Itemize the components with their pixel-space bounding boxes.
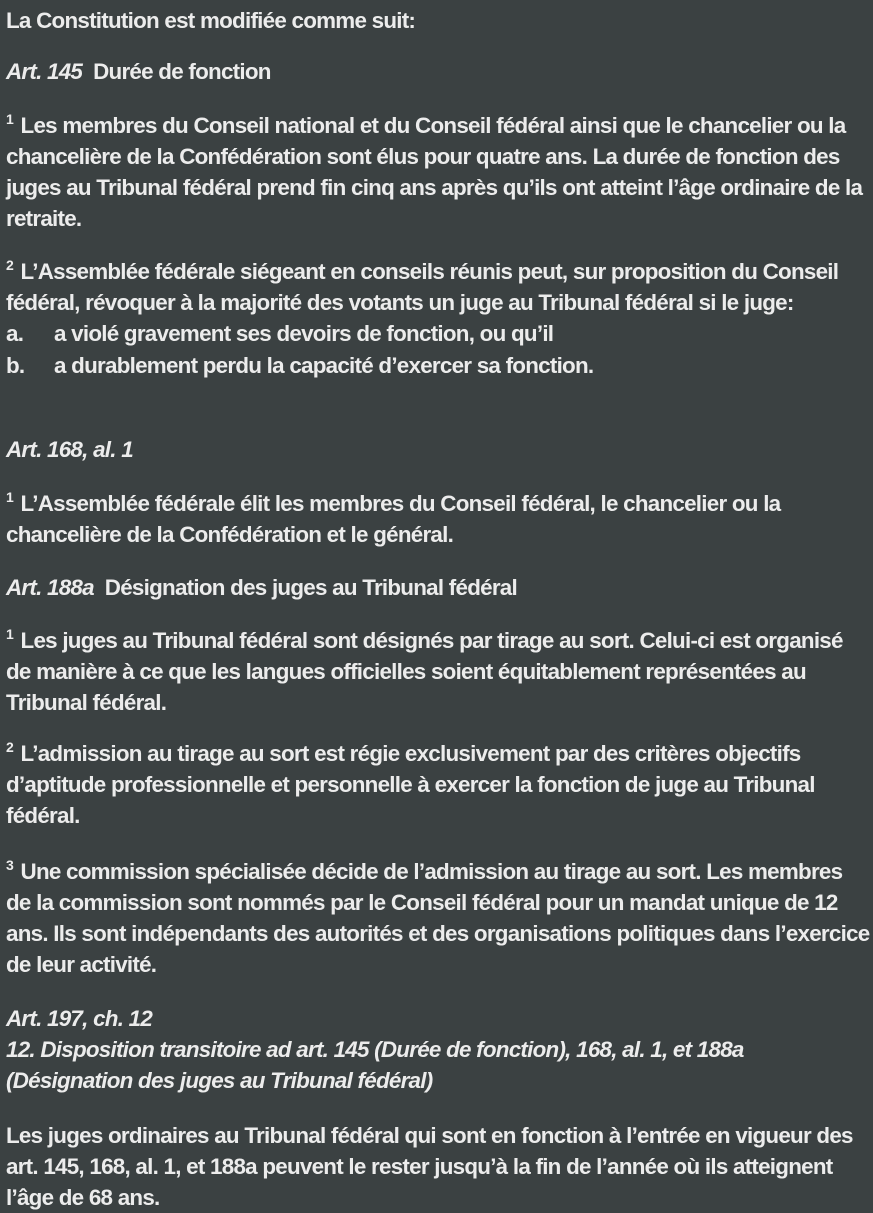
paragraph-number: 2	[6, 256, 14, 273]
list-marker: a.	[6, 321, 24, 346]
art188a-ref: Art. 188a	[6, 575, 94, 600]
intro-text: La Constitution est modifiée comme suit:	[6, 8, 416, 33]
art145-list	[6, 318, 871, 382]
art168-paragraph-1	[6, 488, 871, 550]
paragraph-number: 3	[6, 856, 14, 873]
art197-ref: Art. 197, ch. 12	[6, 1006, 153, 1031]
list-marker: b.	[6, 353, 25, 378]
art188a-heading	[6, 572, 871, 603]
art145-p1-text: Les membres du Conseil national et du Conseil fédéral ainsi que le chancelier ou la chancelière de la Confédération sont élus pour quatre ans. La durée de fonction des juges au Tribunal fédéral prend fin cinq ans après qu’ils ont atteint l’âge ordinaire de la retraite.	[6, 113, 863, 231]
paragraph-number: 1	[6, 110, 14, 127]
art197-transitional-title: 12. Disposition transitoire ad art. 145 (Durée de fonction), 168, al. 1, et 188a (Désignation des juges au Tribunal fédéral)	[6, 1037, 744, 1093]
art197-paragraph: Les juges ordinaires au Tribunal fédéral qui sont en fonction à l’entrée en vigueur des art. 145, 168, al. 1, et 188a peuvent le rester jusqu’à la fin de l’année où ils atteignent l’âge de 68 ans.	[6, 1123, 853, 1210]
art145-paragraph-2	[6, 256, 871, 382]
art188a-paragraph-2	[6, 738, 871, 831]
art145-paragraph-1	[6, 110, 871, 234]
art188a-paragraph-1	[6, 625, 871, 718]
art188a-paragraph-3	[6, 856, 871, 980]
paragraph-number: 2	[6, 738, 14, 755]
art145-ref: Art. 145	[6, 59, 83, 84]
list-item-text: a durablement perdu la capacité d’exercer sa fonction.	[54, 353, 594, 378]
art188a-p2-text: L’admission au tirage au sort est régie exclusivement par des critères objectifs d’aptitude professionnelle et personnelle à exercer la fonction de juge au Tribunal fédéral.	[6, 741, 815, 828]
art188a-p1-text: Les juges au Tribunal fédéral sont désignés par tirage au sort. Celui-ci est organisé de manière à ce que les langues officielles soient équitablement représentées au Tribunal fédéral.	[6, 628, 843, 715]
list-item	[6, 350, 871, 382]
art197-heading	[6, 1003, 871, 1096]
art188a-title: Désignation des juges au Tribunal fédéral	[104, 575, 517, 600]
art145-p2-text: L’Assemblée fédérale siégeant en conseils réunis peut, sur proposition du Conseil fédéral, révoquer à la majorité des votants un juge au Tribunal fédéral si le juge:	[6, 259, 839, 315]
list-item	[6, 318, 871, 350]
list-item-text: a violé gravement ses devoirs de fonction, ou qu’il	[54, 321, 554, 346]
art168-p1-text: L’Assemblée fédérale élit les membres du Conseil fédéral, le chancelier ou la chancelière de la Confédération et le général.	[6, 491, 781, 547]
paragraph-number: 1	[6, 625, 14, 642]
art145-heading	[6, 56, 871, 87]
art145-title: Durée de fonction	[93, 59, 271, 84]
paragraph-number: 1	[6, 488, 14, 505]
art188a-p3-text: Une commission spécialisée décide de l’admission au tirage au sort. Les membres de la commission sont nommés par le Conseil fédéral pour un mandat unique de 12 ans. Ils sont indépendants des autorités et des organisations politiques dans l’exercice de leur activité.	[6, 859, 870, 977]
art168-ref: Art. 168, al. 1	[6, 437, 133, 462]
